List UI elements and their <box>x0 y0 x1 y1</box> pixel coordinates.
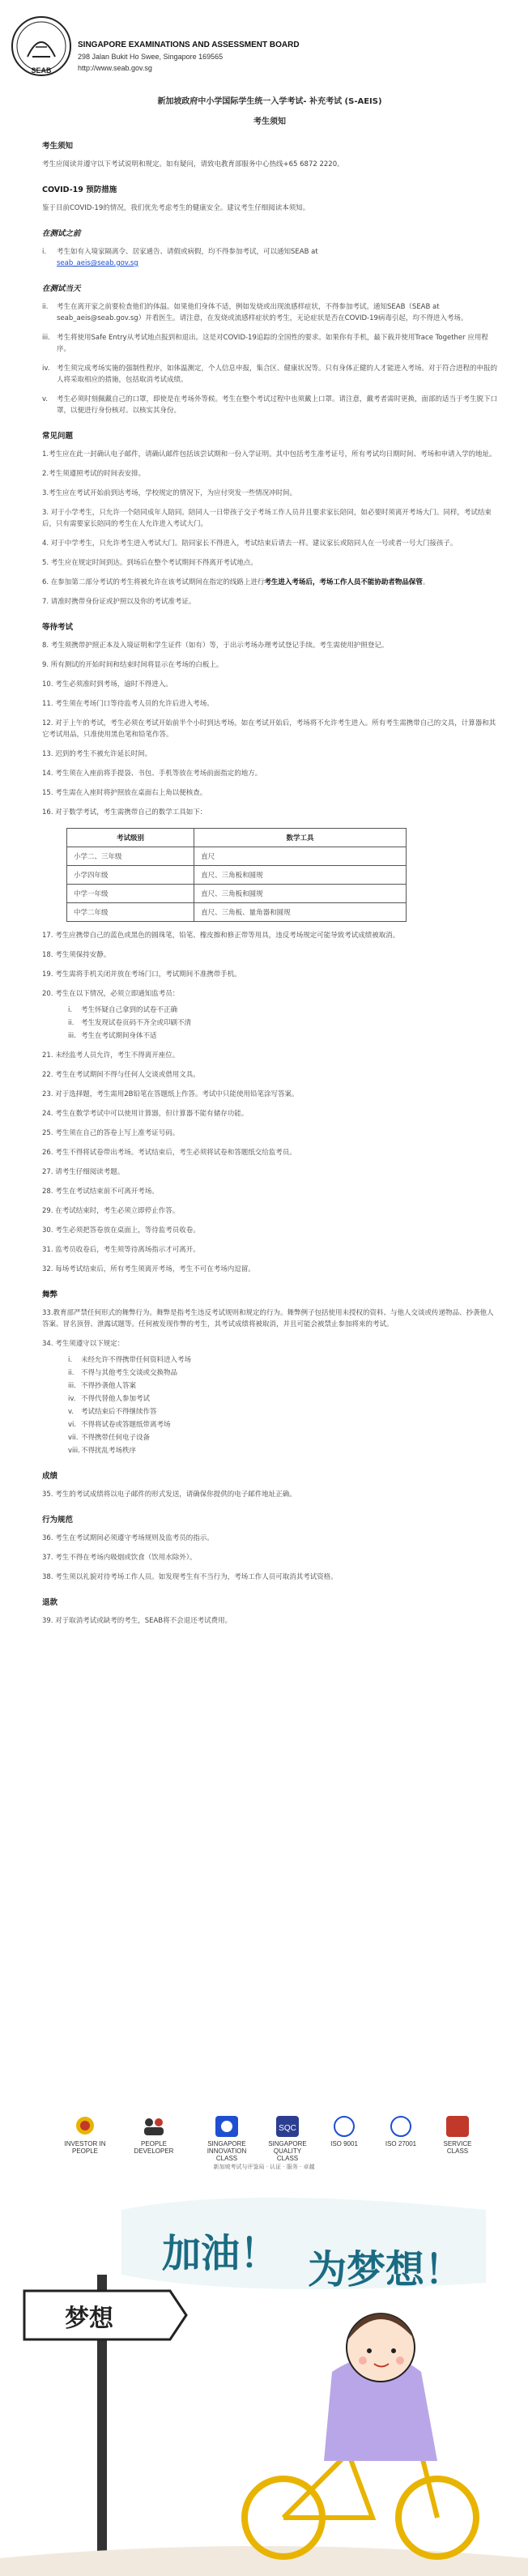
board-address: 298 Jalan Bukit Ho Swee, Singapore 169565 <box>78 53 224 61</box>
document-title: 新加坡政府中小学国际学生统一入学考试- 补充考试 (S-AEIS) <box>157 97 382 106</box>
seal-text: SEAB <box>31 66 52 75</box>
table-cell: 直尺、三角板、量角器和圆规 <box>194 903 407 922</box>
table-cell: 直尺、三角板和圆规 <box>194 866 407 885</box>
list-item <box>68 1380 497 1392</box>
list-item <box>68 1432 497 1444</box>
exam-paragraph: 32. 每场考试结束后，所有考生须离开考场，考生不可在考场内逗留。 <box>42 1265 255 1273</box>
math-tools-table <box>66 828 407 922</box>
refund-paragraph: 39. 对于取消考试或缺考的考生，SEAB将不会退还考试费用。 <box>42 1617 232 1625</box>
list-item <box>68 1367 497 1379</box>
exam-paragraph: 31. 监考员收卷后，考生须等待离场指示才可离开。 <box>42 1246 200 1254</box>
table-cell: 直尺、三角板和圆规 <box>194 885 407 903</box>
badge-icon <box>441 2114 474 2139</box>
item-label: viii. <box>68 1447 80 1455</box>
logo-iso-27001 <box>377 2114 425 2156</box>
covid-paragraph: 鉴于目前COVID-19的情况，我们优先考虑考生的健康安全。建议考生仔细阅读本须知。 <box>42 204 310 212</box>
document-body <box>42 89 497 1627</box>
board-url[interactable]: http://www.seab.gov.sg <box>78 64 152 72</box>
para6-bold-text: 考生进入考场后，考场工作人员不能协助者物品保管 <box>264 578 423 586</box>
exam-paragraph: 20. 考生在以下情况，必须立即通知监考员： <box>42 990 180 998</box>
during-item <box>42 301 497 324</box>
cheer-illustration <box>0 2177 528 2576</box>
list-item <box>68 1030 497 1042</box>
before-item <box>42 246 497 269</box>
table-cell: 中学一年级 <box>67 885 194 903</box>
exam-paragraph: 28. 考生在考试结束前不可离开考场。 <box>42 1188 159 1196</box>
section-heading-exam: 等待考试 <box>42 623 74 632</box>
table-header-cell: 考试级别 <box>67 829 194 847</box>
item-label: ii. <box>68 1369 75 1377</box>
org-block <box>78 41 300 72</box>
exam-paragraph: 22. 考生在考试期间不得与任何人交谈或借用文具。 <box>42 1071 200 1079</box>
exam-paragraph: 19. 考生需将手机关闭并放在考场门口，考试期间不准携带手机。 <box>42 970 241 979</box>
logo-label: ISO 27001 <box>385 2140 417 2147</box>
exam-paragraph: 16. 对于数学考试，考生需携带自己的数学工具如下： <box>42 808 207 817</box>
item-text: 考试结束后不得继续作答 <box>81 1408 157 1416</box>
exam-paragraph: 23. 对于选择题，考生需用2B铅笔在答题纸上作答。考试中只能使用铅笔涂写答案。 <box>42 1090 299 1098</box>
results-paragraph: 35. 考生的考试成绩将以电子邮件的形式发送，请确保你提供的电子邮件地址正确。 <box>42 1491 296 1499</box>
list-item <box>68 1354 497 1366</box>
table-cell: 中学二年级 <box>67 903 194 922</box>
item-text: 未经允许不得携带任何资料进入考场 <box>81 1356 192 1364</box>
exam-paragraph: 8. 考生须携带护照正本及入境证明和学生证件（如有）等，于出示考场办理考试登记手续。考生需使用护照登记。 <box>42 642 389 650</box>
logo-iso-9001 <box>320 2114 368 2156</box>
exam-paragraph: 13. 迟到的考生不被允许延长时间。 <box>42 750 152 758</box>
item-label: iv. <box>68 1395 76 1403</box>
table-cell: 小学二、三年级 <box>67 847 194 866</box>
item-label: vi. <box>68 1421 77 1429</box>
item-text: 不得将试卷或答题纸带离考场 <box>81 1421 171 1429</box>
section-heading-covid: COVID-19 预防措施 <box>42 186 117 194</box>
intro-paragraph: 考生应阅读并遵守以下考试说明和规定。如有疑问，请致电教育部服务中心热线+65 6872 2220。 <box>42 160 344 168</box>
faq-paragraph: 5. 考生应在规定时间到达。到场后在整个考试期间不得离开考试地点。 <box>42 559 258 567</box>
logo-label: SERVICE CLASS <box>443 2140 472 2155</box>
section-heading-notice: 考生须知 <box>42 142 74 151</box>
table-row <box>67 866 407 885</box>
board-name: SINGAPORE EXAMINATIONS AND ASSESSMENT BOARD <box>78 41 300 49</box>
people-icon <box>138 2114 170 2139</box>
certificate-icon <box>328 2114 360 2139</box>
logo-people-developer <box>121 2114 186 2156</box>
item-label: iii. <box>42 334 50 342</box>
item-text: 不得扰乱考场秩序 <box>81 1447 137 1455</box>
list-item <box>68 1419 497 1431</box>
svg-text:SQC: SQC <box>279 2124 296 2133</box>
exam-paragraph: 26. 考生不得将试卷带出考场。考试结束后，考生必须将试卷和答题纸交给监考员。 <box>42 1149 296 1157</box>
faq-paragraph-6 <box>42 577 497 588</box>
item-label: v. <box>68 1408 75 1416</box>
faq-paragraph: 7. 请准时携带身份证或护照以及你的考试准考证。 <box>42 598 196 606</box>
table-row <box>67 885 407 903</box>
item-label: iii. <box>68 1032 76 1040</box>
section-heading-faq: 常见问题 <box>42 432 74 441</box>
section-heading-before: 在测试之前 <box>42 229 81 238</box>
exam-paragraph: 25. 考生须在自己的答卷上写上准考证号码。 <box>42 1129 180 1137</box>
badge-icon <box>211 2114 243 2139</box>
faq-paragraph: 4. 对于中学考生，只允许考生进入考试大门。陪同家长不得进入，考试结束后请去一样。建议家长或陪同人在一号或者一号大门接孩子。 <box>42 540 458 548</box>
exam-paragraph: 14. 考生须在入座前将手提袋、书包、手机等放在考场前面指定的地方。 <box>42 770 262 778</box>
section-heading-conduct: 行为规范 <box>42 1516 74 1525</box>
conduct-paragraph: 36. 考生在考试期间必须遵守考场规则及监考员的指示。 <box>42 1534 214 1542</box>
table-header-cell: 数学工具 <box>194 829 407 847</box>
section-heading-results: 成绩 <box>42 1472 58 1481</box>
item-text: 不得携带任何电子设备 <box>81 1434 151 1442</box>
item-text: 不得抄袭他人答案 <box>81 1382 137 1390</box>
item-label: ii. <box>42 303 49 311</box>
faq-paragraph: 3.考生应在考试开始前到达考场，学校规定的情况下，为应付突发一些情况冲时间。 <box>42 489 297 497</box>
exam-paragraph: 29. 在考试结束时，考生必须立即停止作答。 <box>42 1207 180 1215</box>
logo-label: SINGAPORE INNOVATION CLASS <box>207 2140 247 2162</box>
certification-logos <box>0 2098 528 2171</box>
faq-paragraph: 1.考生应在此一封确认电子邮件，请确认邮件包括该尝试期和一份入学证明。其中包括考生准考证号，所有考试均日期时间、考场和申请入学的地址。 <box>42 450 496 458</box>
item-text: 考生须完成考场实施的强制性程序，如体温测定，个人信息申报，集合区、健康状况等。只有身体正健的人才能进入考场。对于符合进程的申报的人将采取相应的措施，包括取消考试成绩。 <box>57 365 498 384</box>
list-item <box>68 1004 497 1016</box>
during-item <box>42 332 497 355</box>
exam-paragraph: 12. 对于上午的考试，考生必须在考试开始前半个小时到达考场。如在考试开始后，考场将不允许考生进入。所有考生需携带自己的文具，计算器和其它考试用品，只准使用黑色笔和铅笔作答。 <box>42 719 496 739</box>
cheer-text-1: 加油！ <box>162 2231 279 2276</box>
table-header-row <box>67 829 407 847</box>
cheating-list <box>42 1354 497 1456</box>
exam-paragraph: 30. 考生必须把答卷放在桌面上，等待监考员收卷。 <box>42 1226 200 1235</box>
item-label: i. <box>68 1006 73 1014</box>
cheating-list-intro: 34. 考生须遵守以下规定： <box>42 1340 125 1348</box>
item-text: 考生在考试期间身体不适 <box>81 1032 157 1040</box>
document-subtitle: 考生须知 <box>253 117 286 126</box>
exam-paragraph: 9. 所有测试的开始时间和结束时间将显示在考场的白板上。 <box>42 661 224 669</box>
conduct-paragraph: 38. 考生须以礼貌对待考场工作人员。如发现考生有不当行为，考场工作人员可取消其考试资格。 <box>42 1573 338 1581</box>
cheating-paragraph: 33.教育部严禁任何形式的舞弊行为。舞弊是指考生违反考试规则和规定的行为。舞弊例子包括使用未授权的资料、与他人交谈或传递物品、抄袭他人答案、冒名顶替、泄露试题等。任何被发现作弊的考生，其考试成绩将被取消，并且可能会被禁止参加将来的考试。 <box>42 1309 494 1329</box>
exam-paragraph: 21. 未经监考人员允许，考生不得离开座位。 <box>42 1051 180 1060</box>
logo-label: SINGAPORE QUALITY CLASS <box>268 2140 307 2162</box>
logo-investor-in-people <box>57 2114 113 2156</box>
list-item <box>68 1017 497 1029</box>
item-text: 不得代替他人参加考试 <box>81 1395 151 1403</box>
seab-logo <box>8 11 75 81</box>
section-heading-during: 在测试当天 <box>42 284 81 293</box>
logo-label: INVESTOR IN PEOPLE <box>64 2140 106 2155</box>
list-item <box>68 1445 497 1456</box>
item-text: 考生怀疑自己拿到的试卷不正确 <box>81 1006 178 1014</box>
logo-label: PEOPLE DEVELOPER <box>134 2140 174 2155</box>
table-row <box>67 903 407 922</box>
section-heading-cheating: 舞弊 <box>42 1290 58 1299</box>
item-label: ii. <box>68 1019 75 1027</box>
item-label: i. <box>42 248 47 256</box>
list-item <box>68 1393 497 1405</box>
exam-paragraph: 10. 考生必须准时到考场，逾时不得进入。 <box>42 680 172 689</box>
item-label: i. <box>68 1356 73 1364</box>
sign-text: 梦想 <box>65 2305 113 2333</box>
item-text: 不得与其他考生交谈或交换物品 <box>81 1369 178 1377</box>
conduct-paragraph: 37. 考生不得在考场内吸烟或饮食（饮用水除外）。 <box>42 1554 197 1562</box>
email-link[interactable]: seab_aeis@seab.gov.sg <box>57 259 138 267</box>
exam-paragraph: 11. 考生须在考场门口等待监考人员的允许后进入考场。 <box>42 700 214 708</box>
cheer-text-2: 为梦想！ <box>308 2247 464 2292</box>
logo-innovation-class <box>198 2114 255 2162</box>
exam-paragraph: 17. 考生应携带自己的蓝色或黑色的圆珠笔，铅笔、橡皮擦和修正带等用具，违反考场规定可能导致考试成绩被取消。 <box>42 932 400 940</box>
logo-quality-class <box>263 2114 312 2162</box>
item-label: vii. <box>68 1434 79 1442</box>
table-row <box>67 847 407 866</box>
logo-label: ISO 9001 <box>330 2140 358 2147</box>
during-item <box>42 363 497 386</box>
certificate-icon <box>385 2114 417 2139</box>
para6-end: 。 <box>422 578 430 586</box>
item-label: iv. <box>42 365 50 373</box>
list-item <box>68 1406 497 1418</box>
item-label: iii. <box>68 1382 76 1390</box>
exam-paragraph: 18. 考生须保持安静。 <box>42 951 111 959</box>
alert-list <box>42 1004 497 1042</box>
during-item <box>42 394 497 416</box>
sponsor-note: 新加坡考试与评鉴局 · 认证 · 服务 · 卓越 <box>213 2164 315 2170</box>
table-cell: 直尺 <box>194 847 407 866</box>
logo-service-class <box>433 2114 482 2156</box>
exam-paragraph: 27. 请考生仔细阅读考题。 <box>42 1168 125 1176</box>
item-text: 考生发现试卷页码不齐全或印刷不清 <box>81 1019 192 1027</box>
badge-icon <box>271 2114 304 2139</box>
faq-paragraph: 2.考生须遵照考试的时间表安排。 <box>42 470 146 478</box>
faq-paragraph: 3. 对于小学考生，只允许一个陪同成年人陪同。陪同人一日带孩子交子考场工作人员并且要求家长陪同，如必要时须离开考场大门。同样，考试结束后，只有需要家长陪同的考生在人允许进入考试大门。 <box>42 509 492 528</box>
item-text: 考生在离开家之前要检查他们的体温。如果他们身体不适，例如发烧或出现流感样症状，不得参加考试。通知SEAB（SEAB at seab_aeis@seab.gov.sg）并看医生。请注意，在发烧或流感样症状的考生，无论症状是否在COVID-19病毒引起，均不得进入考场。 <box>57 303 468 322</box>
exam-paragraph: 15. 考生需在入座时将护照放在桌面右上角以便核查。 <box>42 789 207 797</box>
table-cell: 小学四年级 <box>67 866 194 885</box>
medal-icon <box>69 2114 101 2139</box>
letterhead <box>0 0 528 91</box>
section-heading-refund: 退款 <box>42 1598 58 1607</box>
para6-text: 6. 在参加第二部分考试的考生将被允许在该考试期间在指定的线路上进行 <box>42 578 265 586</box>
item-text: 考生必须时刻佩戴自己的口罩，即使是在考场外等候。考生在整个考试过程中也须戴上口罩。请注意，戴考者需时更换，面部的适当于考生脱下口罩，以便进行身份核对。以核实其身份。 <box>57 395 498 415</box>
exam-paragraph: 24. 考生在数学考试中可以使用计算器，但计算器不能有储存功能。 <box>42 1110 249 1118</box>
item-text: 考生如有入境家隔离令、居家通告、请假或病假，均不得参加考试，可以通知SEAB at <box>57 248 318 256</box>
item-label: v. <box>42 395 49 403</box>
item-text: 考生将使用Safe Entry从考试地点报到和退出。这是对COVID-19追踪的全国性的要求。如果你有手机，最下载并使用Trace Together 应用程序。 <box>57 334 488 353</box>
